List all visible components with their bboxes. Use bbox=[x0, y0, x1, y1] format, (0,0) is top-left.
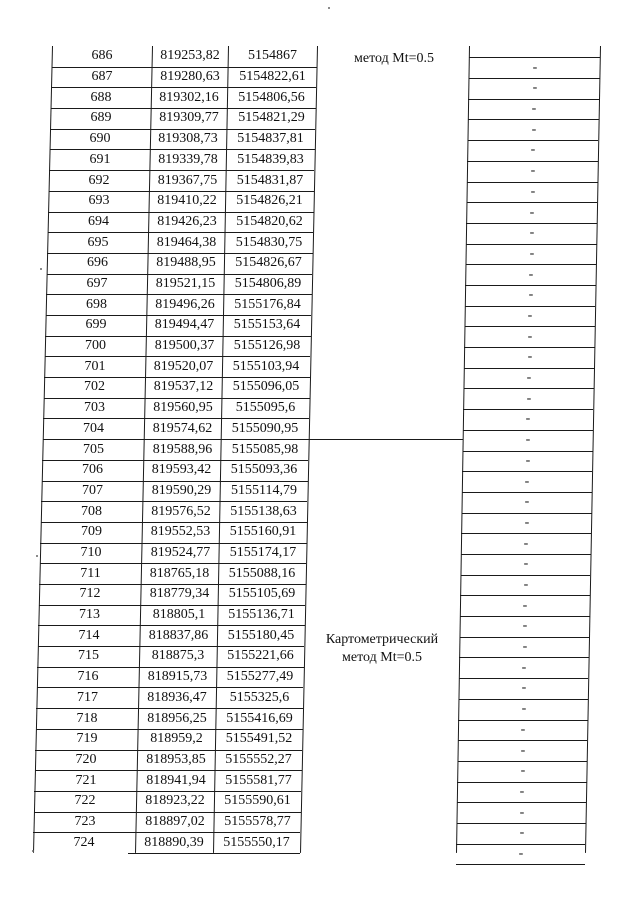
coordinate-y: 5155095,6 bbox=[235, 400, 296, 415]
table-horizontal-rule bbox=[461, 533, 591, 534]
coordinate-y: 5154820,62 bbox=[236, 214, 303, 229]
value-dash: - bbox=[523, 536, 529, 551]
coordinate-x: 819464,38 bbox=[156, 235, 217, 250]
table-horizontal-rule bbox=[50, 149, 145, 150]
table-horizontal-rule bbox=[462, 471, 592, 472]
table-horizontal-rule bbox=[468, 140, 598, 141]
value-dash: - bbox=[520, 763, 526, 778]
table-horizontal-rule bbox=[468, 119, 599, 120]
table-horizontal-rule bbox=[145, 129, 315, 130]
coordinate-x: 819593,42 bbox=[151, 462, 212, 477]
table-horizontal-rule bbox=[460, 616, 590, 617]
coordinate-y: 5155088,16 bbox=[228, 566, 296, 581]
value-dash: - bbox=[519, 825, 525, 840]
table-horizontal-rule bbox=[42, 460, 137, 461]
table-horizontal-rule bbox=[462, 513, 592, 514]
row-number: 708 bbox=[81, 504, 102, 519]
row-number: 707 bbox=[82, 483, 103, 498]
value-dash: - bbox=[529, 205, 535, 220]
table-horizontal-rule bbox=[36, 729, 131, 730]
value-dash: - bbox=[531, 122, 537, 137]
coordinate-y: 5155578,77 bbox=[224, 814, 291, 829]
table-horizontal-rule bbox=[146, 87, 316, 88]
table-horizontal-rule bbox=[49, 170, 144, 171]
coordinate-y: 5155160,91 bbox=[229, 524, 297, 539]
table-horizontal-rule bbox=[136, 501, 307, 502]
row-number: 704 bbox=[83, 421, 104, 436]
row-number: 714 bbox=[78, 628, 100, 643]
coordinate-y: 5155085,98 bbox=[231, 442, 299, 457]
table-horizontal-rule bbox=[457, 802, 586, 803]
value-dash: - bbox=[530, 184, 536, 199]
table-horizontal-rule bbox=[147, 67, 317, 68]
coordinate-y: 5154826,21 bbox=[236, 193, 303, 208]
table-horizontal-rule bbox=[139, 377, 310, 378]
table-horizontal-rule bbox=[132, 667, 304, 668]
table-horizontal-rule bbox=[458, 761, 587, 762]
value-dash: - bbox=[530, 163, 536, 178]
table-horizontal-rule bbox=[47, 253, 142, 254]
table-vertical-rule bbox=[456, 46, 470, 853]
row-number: 691 bbox=[89, 152, 111, 167]
row-number: 709 bbox=[81, 524, 102, 539]
table-horizontal-rule bbox=[48, 232, 143, 233]
value-dash: - bbox=[522, 618, 528, 633]
table-horizontal-rule bbox=[459, 699, 588, 700]
coordinate-x: 819560,95 bbox=[153, 400, 213, 415]
table-horizontal-rule bbox=[43, 439, 138, 440]
row-number: 711 bbox=[80, 566, 101, 581]
coordinate-x: 819590,29 bbox=[151, 483, 212, 498]
row-number: 703 bbox=[84, 400, 105, 415]
table-horizontal-rule bbox=[469, 78, 600, 79]
coordinate-x: 818875,3 bbox=[151, 648, 205, 663]
table-horizontal-rule bbox=[138, 439, 309, 440]
value-dash: - bbox=[521, 660, 527, 675]
value-dash: - bbox=[521, 680, 527, 695]
value-dash: - bbox=[518, 846, 524, 861]
table-horizontal-rule bbox=[35, 770, 130, 771]
coordinate-y: 5154839,83 bbox=[237, 152, 304, 167]
table-horizontal-rule bbox=[309, 439, 463, 440]
coordinate-x: 818959,2 bbox=[150, 731, 203, 746]
value-dash: - bbox=[529, 225, 535, 240]
table-horizontal-rule bbox=[467, 202, 597, 203]
row-number: 713 bbox=[79, 607, 100, 622]
table-horizontal-rule bbox=[39, 584, 134, 585]
scan-speck bbox=[32, 850, 34, 852]
coordinate-y: 5154867 bbox=[248, 48, 297, 63]
table-horizontal-rule bbox=[45, 336, 140, 337]
table-horizontal-rule bbox=[46, 315, 141, 316]
coordinate-x: 819488,95 bbox=[156, 255, 216, 270]
table-horizontal-rule bbox=[144, 170, 314, 171]
coordinate-x: 818941,94 bbox=[146, 773, 206, 788]
table-horizontal-rule bbox=[42, 481, 137, 482]
coordinate-y: 5155552,27 bbox=[225, 752, 292, 767]
table-horizontal-rule bbox=[463, 409, 593, 410]
value-dash: - bbox=[527, 349, 533, 364]
coordinate-x: 819367,75 bbox=[157, 173, 218, 188]
coordinate-y: 5154806,89 bbox=[234, 276, 302, 291]
table-horizontal-rule bbox=[50, 129, 145, 130]
table-horizontal-rule bbox=[129, 791, 301, 792]
table-horizontal-rule bbox=[141, 294, 312, 295]
table-horizontal-rule bbox=[131, 708, 303, 709]
coordinate-x: 818956,25 bbox=[147, 711, 207, 726]
table-horizontal-rule bbox=[463, 430, 593, 431]
table-horizontal-rule bbox=[48, 212, 143, 213]
coordinate-x: 818897,02 bbox=[145, 814, 205, 829]
table-horizontal-rule bbox=[146, 108, 316, 109]
coordinate-y: 5155174,17 bbox=[229, 545, 297, 560]
coordinate-x: 818915,73 bbox=[147, 669, 208, 684]
table-horizontal-rule bbox=[458, 720, 588, 721]
coordinate-x: 818923,22 bbox=[145, 793, 205, 808]
value-dash: - bbox=[524, 515, 530, 530]
row-number: 716 bbox=[77, 669, 99, 684]
coordinate-y: 5155126,98 bbox=[233, 338, 301, 353]
coordinate-x: 818890,39 bbox=[144, 835, 204, 850]
value-dash: - bbox=[522, 598, 528, 613]
coordinate-y: 5155180,45 bbox=[227, 628, 295, 643]
coordinate-y: 5155096,05 bbox=[232, 379, 300, 394]
table-horizontal-rule bbox=[130, 770, 302, 771]
row-number: 697 bbox=[86, 276, 108, 291]
coordinate-y: 5155590,61 bbox=[224, 793, 291, 808]
table-horizontal-rule bbox=[128, 853, 300, 854]
row-number: 694 bbox=[88, 214, 109, 229]
table-horizontal-rule bbox=[137, 481, 308, 482]
value-dash: - bbox=[526, 391, 532, 406]
coordinate-x: 819500,37 bbox=[154, 338, 215, 353]
value-dash: - bbox=[524, 474, 530, 489]
table-horizontal-rule bbox=[44, 398, 139, 399]
table-horizontal-rule bbox=[457, 823, 586, 824]
coordinate-y: 5155325,6 bbox=[229, 690, 290, 705]
table-horizontal-rule bbox=[52, 67, 147, 68]
method-label-top: метод Mt=0.5 bbox=[354, 51, 434, 66]
coordinate-y: 5155138,63 bbox=[230, 504, 297, 519]
table-horizontal-rule bbox=[38, 646, 133, 647]
value-dash: - bbox=[525, 432, 531, 447]
row-number: 690 bbox=[89, 131, 111, 146]
coordinate-x: 819302,16 bbox=[159, 90, 219, 105]
table-horizontal-rule bbox=[459, 657, 589, 658]
coordinate-y: 5155176,84 bbox=[234, 297, 301, 312]
table-horizontal-rule bbox=[135, 543, 307, 544]
value-dash: - bbox=[521, 701, 527, 716]
table-horizontal-rule bbox=[461, 554, 591, 555]
value-dash: - bbox=[525, 411, 531, 426]
row-number: 721 bbox=[75, 773, 97, 788]
table-horizontal-rule bbox=[41, 522, 136, 523]
table-horizontal-rule bbox=[40, 563, 135, 564]
table-horizontal-rule bbox=[138, 418, 309, 419]
table-horizontal-rule bbox=[466, 244, 597, 245]
table-horizontal-rule bbox=[129, 812, 301, 813]
row-number: 701 bbox=[84, 359, 106, 374]
table-horizontal-rule bbox=[44, 377, 139, 378]
table-horizontal-rule bbox=[39, 605, 134, 606]
table-horizontal-rule bbox=[465, 306, 595, 307]
row-number: 687 bbox=[91, 69, 113, 84]
table-horizontal-rule bbox=[457, 782, 587, 783]
table-horizontal-rule bbox=[140, 336, 311, 337]
table-horizontal-rule bbox=[128, 832, 300, 833]
table-horizontal-rule bbox=[136, 522, 307, 523]
coordinate-x: 819574,62 bbox=[152, 421, 213, 436]
coordinate-y: 5155491,52 bbox=[225, 731, 293, 746]
row-number: 698 bbox=[86, 297, 107, 312]
value-dash: - bbox=[520, 722, 526, 737]
coordinate-x: 818936,47 bbox=[147, 690, 207, 705]
table-horizontal-rule bbox=[466, 223, 597, 224]
coordinate-x: 819339,78 bbox=[158, 152, 218, 167]
table-horizontal-rule bbox=[456, 864, 585, 865]
value-dash: - bbox=[522, 639, 528, 654]
value-dash: - bbox=[532, 80, 538, 95]
table-horizontal-rule bbox=[134, 605, 305, 606]
table-horizontal-rule bbox=[464, 368, 594, 369]
coordinate-x: 819552,53 bbox=[150, 524, 211, 539]
row-number: 702 bbox=[84, 379, 105, 394]
coordinate-y: 5155221,66 bbox=[227, 648, 294, 663]
row-number: 688 bbox=[90, 90, 112, 105]
coordinate-x: 818953,85 bbox=[146, 752, 206, 767]
coordinate-y: 5155550,17 bbox=[223, 835, 290, 850]
table-horizontal-rule bbox=[142, 274, 312, 275]
row-number: 706 bbox=[82, 462, 103, 477]
value-dash: - bbox=[527, 329, 533, 344]
table-horizontal-rule bbox=[37, 687, 132, 688]
table-horizontal-rule bbox=[142, 253, 313, 254]
value-dash: - bbox=[525, 453, 531, 468]
coordinate-y: 5155103,94 bbox=[232, 359, 300, 374]
row-number: 717 bbox=[77, 690, 98, 705]
coordinate-y: 5154821,29 bbox=[238, 110, 305, 125]
row-number: 720 bbox=[75, 752, 97, 767]
table-horizontal-rule bbox=[464, 347, 595, 348]
coordinate-y: 5154831,87 bbox=[236, 173, 304, 188]
table-horizontal-rule bbox=[460, 595, 590, 596]
table-horizontal-rule bbox=[139, 398, 310, 399]
coordinate-y: 5155093,36 bbox=[230, 462, 298, 477]
coordinate-y: 5154806,56 bbox=[238, 90, 305, 105]
row-number: 710 bbox=[80, 545, 102, 560]
table-horizontal-rule bbox=[34, 791, 129, 792]
coordinate-y: 5154822,61 bbox=[239, 69, 306, 84]
table-horizontal-rule bbox=[132, 687, 303, 688]
row-number: 712 bbox=[79, 586, 101, 601]
value-dash: - bbox=[519, 805, 525, 820]
row-number: 696 bbox=[87, 255, 108, 270]
coordinate-y: 5154837,81 bbox=[237, 131, 304, 146]
value-dash: - bbox=[523, 556, 529, 571]
table-horizontal-rule bbox=[456, 844, 585, 845]
scan-speck bbox=[328, 7, 330, 9]
table-horizontal-rule bbox=[43, 418, 138, 419]
coordinate-x: 819280,63 bbox=[160, 69, 220, 84]
coordinate-y: 5154826,67 bbox=[235, 255, 302, 270]
value-dash: - bbox=[529, 246, 535, 261]
row-number: 724 bbox=[73, 835, 95, 850]
table-horizontal-rule bbox=[133, 646, 304, 647]
coordinate-x: 819410,22 bbox=[157, 193, 217, 208]
coordinate-x: 819494,47 bbox=[154, 317, 215, 332]
coordinate-x: 819496,26 bbox=[155, 297, 215, 312]
coordinate-x: 819588,96 bbox=[152, 442, 213, 457]
coordinate-x: 819308,73 bbox=[158, 131, 218, 146]
row-number: 718 bbox=[76, 711, 98, 726]
table-horizontal-rule bbox=[134, 584, 306, 585]
table-horizontal-rule bbox=[468, 99, 599, 100]
table-horizontal-rule bbox=[130, 750, 302, 751]
coordinate-x: 819426,23 bbox=[157, 214, 217, 229]
row-number: 699 bbox=[85, 317, 107, 332]
coordinate-y: 5155105,69 bbox=[228, 586, 296, 601]
table-horizontal-rule bbox=[466, 264, 596, 265]
value-dash: - bbox=[520, 743, 526, 758]
table-horizontal-rule bbox=[143, 212, 314, 213]
coordinate-x: 818765,18 bbox=[149, 566, 210, 581]
table-horizontal-rule bbox=[36, 708, 131, 709]
table-horizontal-rule bbox=[465, 326, 595, 327]
coordinate-x: 818779,34 bbox=[149, 586, 210, 601]
coordinate-y: 5154830,75 bbox=[235, 235, 303, 250]
value-dash: - bbox=[531, 101, 537, 116]
coordinate-x: 819521,15 bbox=[155, 276, 216, 291]
table-horizontal-rule bbox=[462, 492, 592, 493]
table-horizontal-rule bbox=[464, 388, 594, 389]
table-horizontal-rule bbox=[45, 356, 140, 357]
table-horizontal-rule bbox=[133, 625, 305, 626]
table-horizontal-rule bbox=[51, 87, 146, 88]
table-horizontal-rule bbox=[40, 543, 135, 544]
table-horizontal-rule bbox=[49, 191, 144, 192]
value-dash: - bbox=[526, 370, 532, 385]
table-horizontal-rule bbox=[144, 191, 314, 192]
table-horizontal-rule bbox=[467, 161, 598, 162]
table-horizontal-rule bbox=[47, 274, 142, 275]
table-horizontal-rule bbox=[41, 501, 136, 502]
table-horizontal-rule bbox=[143, 232, 313, 233]
row-number: 705 bbox=[83, 442, 104, 457]
table-horizontal-rule bbox=[33, 832, 128, 833]
coordinate-y: 5155581,77 bbox=[225, 773, 292, 788]
table-vertical-rule bbox=[585, 46, 601, 853]
table-horizontal-rule bbox=[137, 460, 308, 461]
coordinate-x: 819520,07 bbox=[153, 359, 214, 374]
coordinate-x: 819309,77 bbox=[159, 110, 219, 125]
table-horizontal-rule bbox=[38, 625, 133, 626]
row-number: 722 bbox=[74, 793, 96, 808]
value-dash: - bbox=[523, 577, 529, 592]
table-horizontal-rule bbox=[463, 451, 593, 452]
table-horizontal-rule bbox=[460, 637, 589, 638]
value-dash: - bbox=[528, 287, 534, 302]
table-horizontal-rule bbox=[465, 285, 596, 286]
coordinate-x: 819524,77 bbox=[150, 545, 211, 560]
value-dash: - bbox=[530, 142, 536, 157]
table-horizontal-rule bbox=[461, 575, 590, 576]
coordinate-x: 818805,1 bbox=[152, 607, 206, 622]
table-horizontal-rule bbox=[51, 108, 146, 109]
row-number: 689 bbox=[90, 110, 112, 125]
row-number: 700 bbox=[85, 338, 106, 353]
coordinate-x: 819537,12 bbox=[153, 379, 214, 394]
coordinate-y: 5155136,71 bbox=[228, 607, 295, 622]
row-number: 695 bbox=[87, 235, 109, 250]
value-dash: - bbox=[528, 267, 534, 282]
table-horizontal-rule bbox=[35, 750, 130, 751]
value-dash: - bbox=[527, 308, 533, 323]
value-dash: - bbox=[524, 494, 530, 509]
coordinate-y: 5155153,64 bbox=[233, 317, 301, 332]
row-number: 693 bbox=[88, 193, 110, 208]
row-number: 692 bbox=[88, 173, 110, 188]
row-number: 723 bbox=[74, 814, 96, 829]
table-horizontal-rule bbox=[140, 356, 310, 357]
table-horizontal-rule bbox=[46, 294, 141, 295]
table-horizontal-rule bbox=[34, 812, 129, 813]
coordinate-x: 819576,52 bbox=[151, 504, 211, 519]
table-horizontal-rule bbox=[37, 667, 132, 668]
value-dash: - bbox=[532, 60, 538, 75]
row-number: 715 bbox=[78, 648, 99, 663]
coordinate-y: 5155416,69 bbox=[226, 711, 293, 726]
method-label-bottom-line1: Картометрический bbox=[325, 632, 439, 647]
coordinate-x: 818837,86 bbox=[148, 628, 209, 643]
coordinate-y: 5155277,49 bbox=[226, 669, 294, 684]
row-number: 719 bbox=[76, 731, 98, 746]
row-number: 686 bbox=[91, 48, 113, 63]
table-horizontal-rule bbox=[135, 563, 306, 564]
table-horizontal-rule bbox=[467, 182, 598, 183]
table-horizontal-rule bbox=[458, 740, 587, 741]
scan-speck bbox=[36, 555, 38, 557]
table-horizontal-rule bbox=[131, 729, 303, 730]
method-label-bottom-line2: метод Mt=0.5 bbox=[342, 650, 422, 665]
coordinate-y: 5155114,79 bbox=[231, 483, 297, 498]
scan-speck bbox=[40, 268, 42, 270]
table-horizontal-rule bbox=[145, 149, 315, 150]
value-dash: - bbox=[519, 784, 525, 799]
table-horizontal-rule bbox=[469, 57, 600, 58]
coordinate-y: 5155090,95 bbox=[231, 421, 299, 436]
coordinate-x: 819253,82 bbox=[160, 48, 220, 63]
table-horizontal-rule bbox=[141, 315, 311, 316]
table-horizontal-rule bbox=[459, 678, 588, 679]
